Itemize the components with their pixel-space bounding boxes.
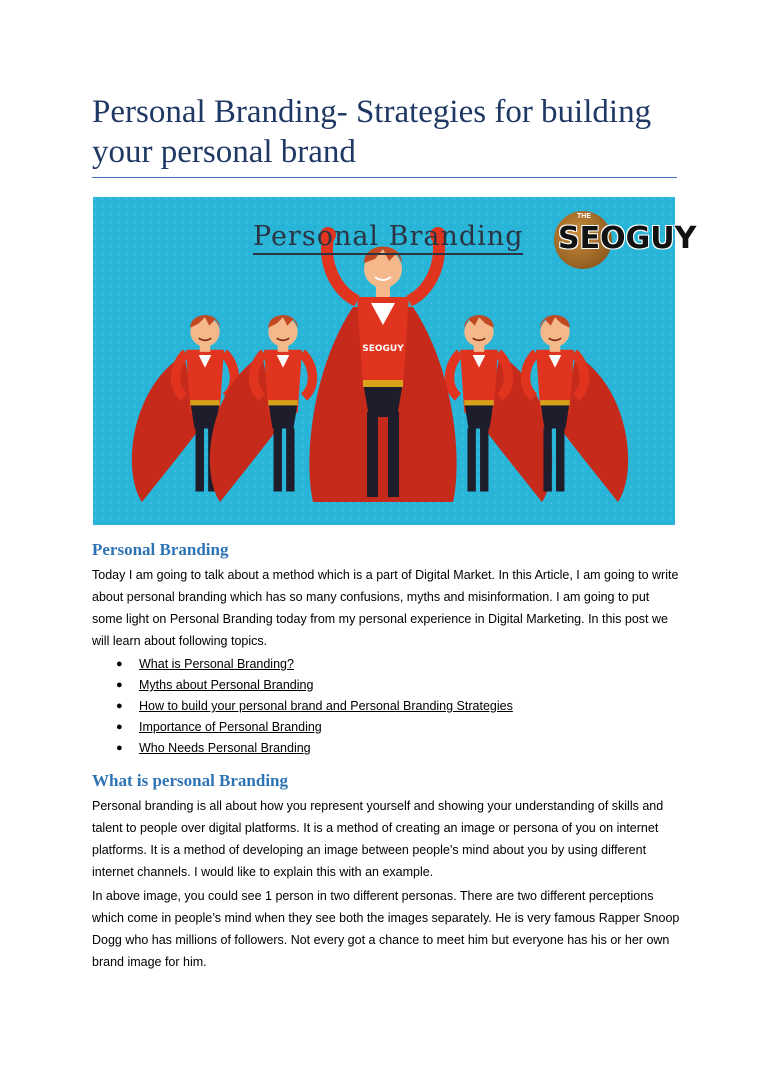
bullet-icon: ● <box>116 700 123 712</box>
page-title: Personal Branding- Strategies for building your personal brand <box>92 94 652 170</box>
topic-link[interactable]: Importance of Personal Branding <box>139 720 322 734</box>
topic-link[interactable]: Who Needs Personal Branding <box>139 741 311 755</box>
definition-paragraph: Personal branding is all about how you represent yourself and showing your understanding of skills and talent to people over digital platforms. It is a method of creating an image or persona of you on internet platforms. It is a method of developing an image between people’s mind about you by using different internet channels. I would like to explain this with an example. <box>92 799 664 879</box>
bullet-icon: ● <box>116 742 123 754</box>
list-item <box>92 675 652 696</box>
section-heading-what-is-personal-branding: What is personal Branding <box>92 771 289 790</box>
section-heading-personal-branding: Personal Branding <box>92 540 229 559</box>
topic-link[interactable]: What is Personal Branding? <box>139 657 294 671</box>
list-item <box>92 738 652 759</box>
hero-caption: Personal Branding <box>253 221 523 255</box>
list-item <box>92 654 652 675</box>
hero-image <box>93 197 697 525</box>
seoguy-logo: THE SEOGUY <box>554 211 658 269</box>
chest-logo-text: SEOGUY <box>362 344 404 354</box>
bullet-icon: ● <box>116 679 123 691</box>
list-item <box>92 696 652 717</box>
list-item <box>92 717 652 738</box>
topic-link[interactable]: Myths about Personal Branding <box>139 678 314 692</box>
topics-list <box>92 654 652 759</box>
bullet-icon: ● <box>116 721 123 733</box>
intro-paragraph: Today I am going to talk about a method which is a part of Digital Market. In this Article, I am going to write about personal branding which has so many confusions, myths and misinformation. I am going to put some light on Personal Branding today from my personal experience in Digital Marketing. In this post we will learn about following topics. <box>92 568 679 648</box>
title-underline <box>92 177 677 178</box>
bullet-icon: ● <box>116 658 123 670</box>
example-paragraph: In above image, you could see 1 person in two different personas. There are two different perceptions which come in people’s mind when they see both the images separately. He is very famous Rapper Snoop Dogg who has millions of followers. Not every got a chance to meet him but everyone has his or her own brand image for him. <box>92 889 680 969</box>
center-hero-figure <box>309 227 456 502</box>
topic-link[interactable]: How to build your personal brand and Personal Branding Strategies <box>139 699 513 713</box>
